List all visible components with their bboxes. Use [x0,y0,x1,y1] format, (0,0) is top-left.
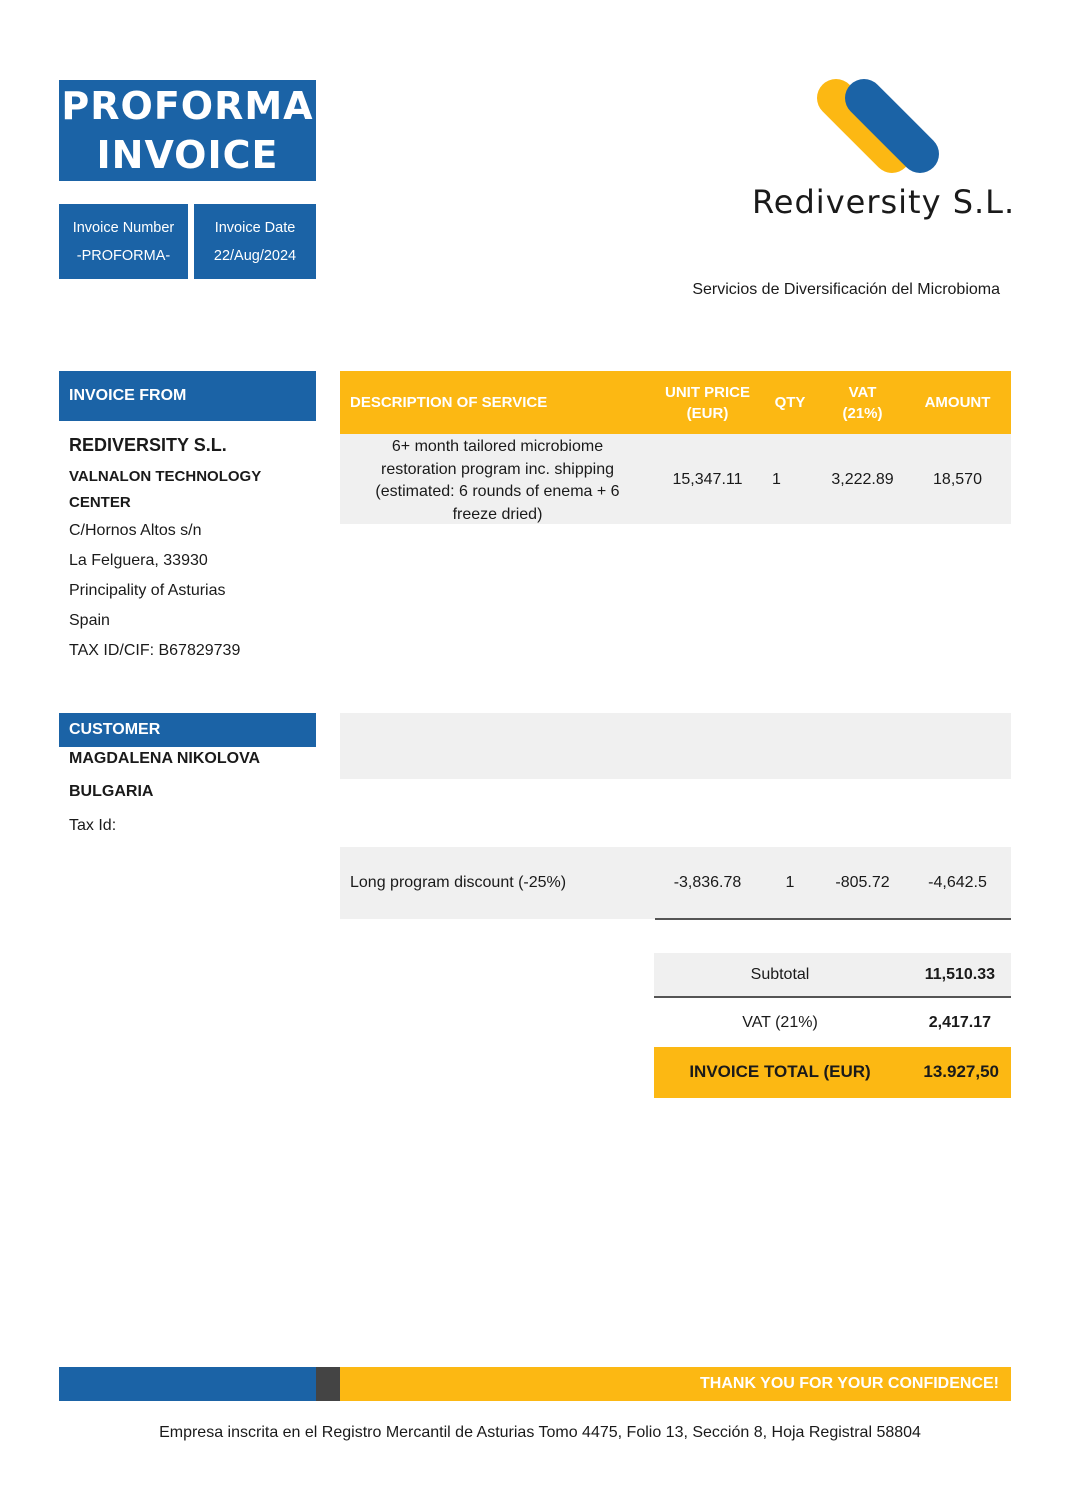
footer-bar-gold [340,1367,1011,1401]
from-tax-id: TAX ID/CIF: B67829739 [69,642,241,659]
row2-vat: -805.72 [835,874,890,891]
invoice-total-label: INVOICE TOTAL (EUR) [689,1062,871,1081]
row2-amount: -4,642.5 [928,874,987,891]
subtotal-label: Subtotal [750,966,810,983]
table-bottom-rule [655,918,1011,920]
from-building-line1: VALNALON TECHNOLOGY [69,468,262,485]
row2-unit-price: -3,836.78 [673,874,742,891]
footer-thanks: THANK YOU FOR YOUR CONFIDENCE! [700,1375,999,1392]
from-city: La Felguera, 33930 [69,552,208,569]
from-building-line2: CENTER [69,494,131,511]
customer-country: BULGARIA [69,783,154,800]
row1-qty: 1 [772,471,781,488]
subtotal-value: 11,510.33 [924,966,995,983]
invoice-number-box [59,204,188,279]
th-unit-price: UNIT PRICE (EUR) [664,383,750,422]
th-description: DESCRIPTION OF SERVICE [350,394,548,411]
table-row [340,434,1011,524]
row2-qty: 1 [785,874,795,891]
invoice-title-box [59,80,316,181]
row2-description: Long program discount (-25%) [350,874,567,891]
subtotal-rule [654,996,1011,998]
th-amount: AMOUNT [924,394,991,411]
row1-unit-price: 15,347.11 [672,471,743,488]
customer-heading: CUSTOMER [59,713,316,747]
invoice-date-box [194,204,316,279]
invoice-total-value: 13.927,50 [923,1062,999,1081]
th-qty: QTY [774,394,806,411]
footer-bar-dark [316,1367,340,1401]
row1-vat: 3,222.89 [831,471,894,488]
vat-row [654,1000,1011,1046]
th-vat: VAT (21%) [842,383,883,422]
subtotal-row [654,953,1011,997]
invoice-number-label: Invoice Number [72,219,175,236]
company-logo-icon [812,78,944,174]
vat-label: VAT (21%) [742,1014,818,1031]
row1-description: 6+ month tailored microbiome restoration program inc. shipping (estimated: 6 rounds of enema + 6 freeze dried) [375,438,620,523]
from-region: Principality of Asturias [69,582,226,599]
invoice-title: PROFORMA INVOICE [61,83,314,177]
vat-value: 2,417.17 [928,1014,991,1031]
row1-amount: 18,570 [933,471,982,488]
footer-registry: Empresa inscrita en el Registro Mercantil de Asturias Tomo 4475, Folio 13, Sección 8, Hoja Registral 58804 [159,1424,921,1441]
invoice-date-value: 22/Aug/2024 [213,247,297,264]
table-row [340,847,1011,919]
customer-name: MAGDALENA NIKOLOVA [69,750,261,767]
table-header [340,371,1011,434]
company-tagline: Servicios de Diversificación del Microbioma [692,281,1000,298]
from-street: C/Hornos Altos s/n [69,522,202,539]
invoice-total-row [654,1047,1011,1098]
company-name: Rediversity S.L. [752,183,1016,221]
from-company: REDIVERSITY S.L. [69,435,227,455]
invoice-date-label: Invoice Date [214,219,296,236]
from-country: Spain [69,612,110,629]
invoice-from-heading: INVOICE FROM [59,371,316,421]
footer-bar-blue [59,1367,316,1401]
empty-row-block [340,713,1011,779]
invoice-number-value: -PROFORMA- [76,247,171,264]
customer-tax-id-label: Tax Id: [69,817,117,834]
